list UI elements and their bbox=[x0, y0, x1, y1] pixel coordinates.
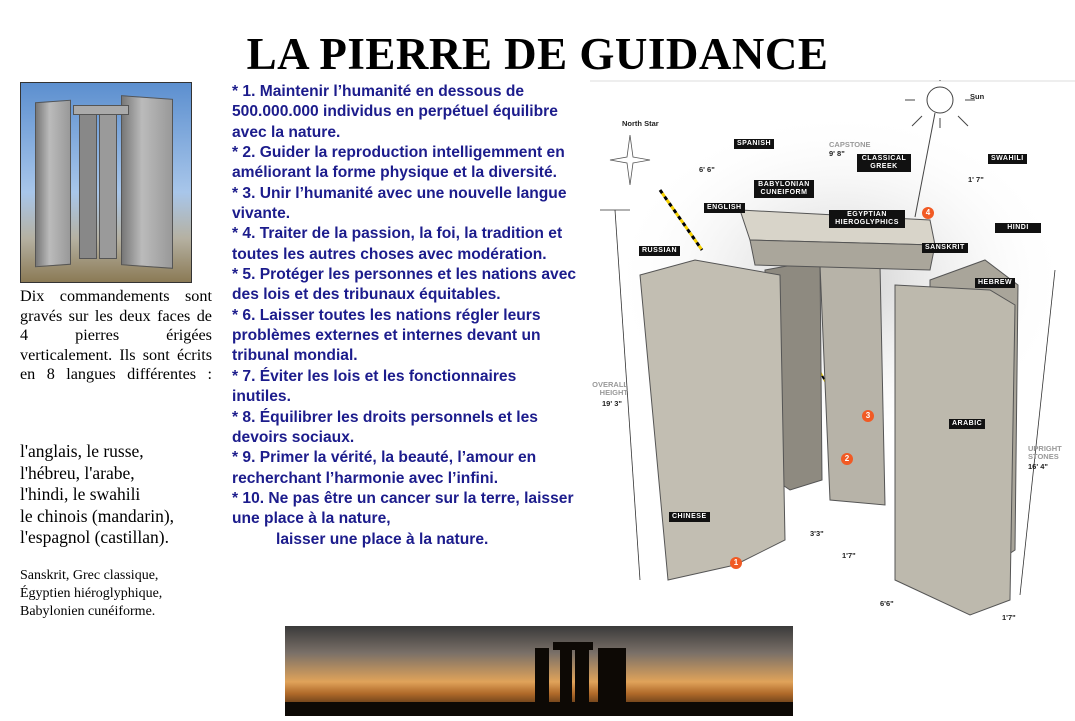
language-line: Babylonien cunéiforme. bbox=[20, 604, 156, 619]
center-depth: 1'7" bbox=[842, 551, 856, 560]
base-depth: 1'7" bbox=[1002, 613, 1016, 622]
commandment: * 5. Protéger les personnes et les nations avec des lois et des tribunaux équitables. bbox=[232, 266, 577, 304]
extra-languages bbox=[20, 567, 220, 621]
north-star-icon bbox=[610, 135, 650, 185]
marker-1: 1 bbox=[730, 557, 742, 569]
commandment: * 9. Primer la vérité, la beauté, l’amour en recherchant l’harmonie avec l’infini. bbox=[232, 449, 537, 487]
intro-text: Dix commandements sont gravés sur les deux faces de 4 pierres érigées verticalement. Ils sont écrits en 8 langues différentes : bbox=[20, 287, 212, 383]
label-classical-greek: CLASSICAL GREEK bbox=[857, 154, 911, 172]
capstone-thickness: 1' 7" bbox=[968, 175, 984, 184]
label-russian: RUSSIAN bbox=[639, 246, 680, 256]
language-line: l'hindi, le swahili bbox=[20, 484, 141, 504]
monument-photo bbox=[20, 82, 192, 283]
label-hebrew: HEBREW bbox=[975, 278, 1015, 288]
north-star-label: North Star bbox=[622, 119, 659, 128]
language-line: l'espagnol (castillan). bbox=[20, 527, 169, 547]
commandment: * 4. Traiter de la passion, la foi, la tradition et toutes les autres choses avec modération. bbox=[232, 225, 563, 263]
label-babylonian: BABYLONIAN CUNEIFORM bbox=[754, 180, 814, 198]
upright-value: 16' 4" bbox=[1028, 462, 1048, 471]
sun-label: Sun bbox=[970, 92, 985, 101]
commandment: * 2. Guider la reproduction intelligemment en améliorant la forme physique et la diversité. bbox=[232, 144, 565, 182]
base-width: 6'6" bbox=[880, 599, 894, 608]
commandment: * 10. Ne pas être un cancer sur la terre, laisser une place à la nature, bbox=[232, 489, 574, 528]
language-line: l'hébreu, l'arabe, bbox=[20, 462, 135, 483]
sunset-photo bbox=[285, 626, 793, 716]
capstone-size: 9' 8" bbox=[829, 149, 845, 158]
label-swahili: SWAHILI bbox=[988, 154, 1027, 164]
commandment-repeat: laisser une place à la nature. bbox=[276, 530, 489, 548]
page-title: LA PIERRE DE GUIDANCE bbox=[246, 29, 829, 79]
stone-chinese bbox=[640, 260, 785, 580]
label-egyptian: EGYPTIAN HIEROGLYPHICS bbox=[829, 210, 905, 228]
commandment: * 1. Maintenir l’humanité en dessous de 500.000.000 individus en perpétuel équilibre avec la nature. bbox=[232, 83, 558, 141]
languages-list bbox=[20, 441, 220, 549]
commandment: * 3. Unir l’humanité avec une nouvelle langue vivante. bbox=[232, 184, 567, 223]
marker-4: 4 bbox=[922, 207, 934, 219]
overall-height-label: OVERALL HEIGHT bbox=[592, 380, 628, 397]
marker-3: 3 bbox=[862, 410, 874, 422]
commandments-list bbox=[232, 82, 577, 550]
label-sanskrit: SANSKRIT bbox=[922, 243, 968, 253]
center-width: 3'3" bbox=[810, 529, 824, 538]
overall-height-value: 19' 3" bbox=[602, 399, 622, 408]
label-spanish: SPANISH bbox=[734, 139, 774, 149]
label-chinese: CHINESE bbox=[669, 512, 710, 522]
label-hindi: HINDI bbox=[995, 223, 1041, 233]
monument-diagram bbox=[590, 80, 1075, 625]
capstone-label: CAPSTONE bbox=[829, 140, 871, 149]
commandment: * 7. Éviter les lois et les fonctionnaires inutiles. bbox=[232, 367, 517, 406]
stone-arabic bbox=[895, 285, 1015, 615]
language-line: l'anglais, le russe, bbox=[20, 441, 144, 461]
language-line: le chinois (mandarin), bbox=[20, 505, 175, 526]
label-english: ENGLISH bbox=[704, 203, 745, 213]
language-line: Égyptien hiéroglyphique, bbox=[20, 586, 163, 601]
upright-label: UPRIGHT STONES bbox=[1028, 444, 1062, 461]
label-arabic: ARABIC bbox=[949, 419, 985, 429]
commandment: * 8. Équilibrer les droits personnels et les devoirs sociaux. bbox=[232, 408, 538, 446]
commandment: * 6. Laisser toutes les nations régler leurs problèmes externes et internes devant un tribunal mondial. bbox=[232, 306, 541, 365]
capstone-height: 6' 6" bbox=[699, 165, 715, 174]
stone-center bbox=[820, 265, 885, 505]
marker-2: 2 bbox=[841, 453, 853, 465]
language-line: Sanskrit, Grec classique, bbox=[20, 568, 159, 583]
